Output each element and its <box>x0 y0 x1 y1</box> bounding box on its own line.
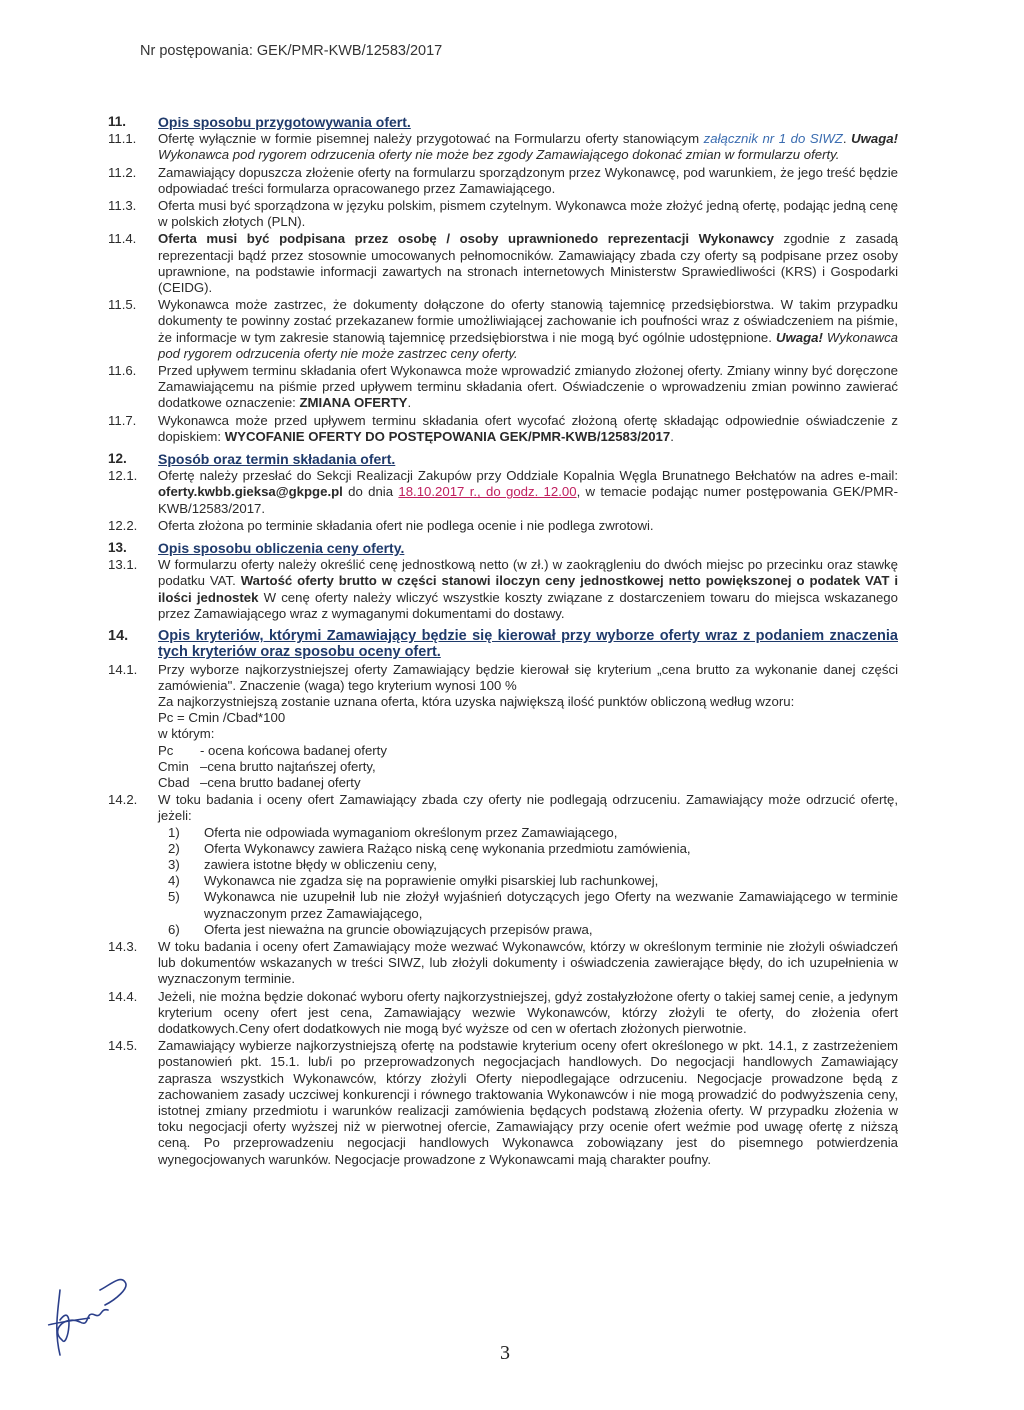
section-number: 14. <box>108 628 129 645</box>
paragraph-11-1 <box>108 131 898 163</box>
paragraph-number: 14.5. <box>108 1038 138 1054</box>
paragraph-number: 14.1. <box>108 661 138 677</box>
page-number: 3 <box>500 1342 510 1364</box>
text-run: W formularzu oferty należy określić cenę jednostkową netto (w zł.) w zaokrągleniu do dwóch miejsc po przecinku oraz stawkę podatku VAT. <box>158 557 898 589</box>
section-14-heading <box>108 628 898 660</box>
paragraph-13-1 <box>108 557 898 622</box>
paragraph-text: Oferta musi być sporządzona w języku polskim, pismem czytelnym. Wykonawca może złożyć jedną ofertę, podając jedną cenę w polskich złotych (PLN). <box>158 198 898 230</box>
formula-where-label: w którym: <box>158 726 215 742</box>
symbol: Pc <box>158 742 174 758</box>
symbol-meaning: - ocena końcowa badanej oferty <box>200 742 387 758</box>
warning-text: Wykonawca pod rygorem odrzucenia oferty nie może zastrzec ceny oferty. <box>158 329 898 361</box>
paragraph-text: Jeżeli, nie można będzie dokonać wyboru oferty najkorzystniejszej, gdyż zostałyzłożone oferty o takiej samej cenie, a jedynym kryterium oceny ofert jest cena, Zamawiający wezwie Wykonawców, którzy złożyli te oferty, do złożenia ofert dodatkowych.Ceny ofert dodatkowych nie mogą być wyższe od cen w ofertach złożonych pierwotnie. <box>158 988 898 1036</box>
section-number: 11. <box>108 114 127 129</box>
paragraph-number: 14.4. <box>108 988 138 1004</box>
paragraph-number: 11.3. <box>108 198 137 214</box>
paragraph-number: 14.2. <box>108 792 138 808</box>
paragraph-text <box>158 131 898 163</box>
bold-run: ZMIANA OFERTY <box>299 395 408 411</box>
paragraph-text <box>158 413 898 445</box>
paragraph-14-2 <box>108 792 898 938</box>
text-run: . <box>407 395 412 411</box>
list-item <box>158 841 898 857</box>
symbol: Cbad <box>158 774 190 790</box>
paragraph-14-3 <box>108 939 898 988</box>
paragraph-12-1 <box>108 468 898 517</box>
warning-label: Uwaga! <box>775 329 823 345</box>
list-text: Wykonawca nie uzupełnił lub nie złożył wyjaśnień dotyczących jego Oferty na wezwanie Zamawiającego w terminie wyznaczonym przez Zamawiającego, <box>204 889 898 921</box>
paragraph-text: W toku badania i oceny ofert Zamawiający może wezwać Wykonawców, którzy w określonym terminie nie złożyli oświadczeń lub dokumentów wskazanych w treści SIWZ, lub złożyli dokumenty i oświadczenia zawierające błędy, do ich uzupełnienia w wyznaczonym terminie. <box>158 938 898 987</box>
handwritten-signature <box>30 1270 140 1370</box>
paragraph-number: 12.1. <box>108 468 138 484</box>
paragraph-text <box>158 231 898 296</box>
paragraph-11-6 <box>108 363 898 412</box>
text-run: Ofertę należy przesłać do Sekcji Realizacji Zakupów przy Oddziale Kopalnia Węgla Brunatnego Bełchatów na adres e-mail: <box>158 468 898 484</box>
scoring-formula: Pc = Cmin /Cbad*100 <box>158 710 286 726</box>
list-text: Wykonawca nie zgadza się na poprawienie omyłki pisarskiej lub rachunkowej, <box>204 873 659 889</box>
criterion-intro: Przy wyborze najkorzystniejszej oferty Zamawiający będzie kierował się kryterium „cena brutto za wykonanie danej części zamówienia". Znaczenie (waga) tego kryterium wynosi 100 % <box>158 661 898 693</box>
list-item <box>158 889 898 921</box>
list-item <box>158 873 898 889</box>
attachment-reference: załącznik nr 1 do SIWZ <box>703 131 843 147</box>
symbol-meaning: –cena brutto najtańszej oferty, <box>200 758 376 774</box>
deadline-date: 18.10.2017 r., do godz. 12.00 <box>398 484 577 500</box>
rejection-reasons-list <box>158 825 898 938</box>
paragraph-11-4 <box>108 231 898 296</box>
bold-run: Wartość oferty brutto w części stanowi iloczyn ceny jednostkowej netto powiększonej o podatek VAT i ilości jednostek <box>158 573 898 605</box>
section-number: 13. <box>108 540 127 556</box>
paragraph-number: 11.2. <box>108 164 137 180</box>
list-item <box>158 825 898 841</box>
paragraph-number: 12.2. <box>108 517 138 533</box>
email-address: oferty.kwbb.gieksa@gkpge.pl <box>158 484 343 500</box>
list-number: 6) <box>168 921 180 937</box>
paragraph-number: 11.5. <box>108 297 137 313</box>
list-number: 2) <box>168 840 180 856</box>
paragraph-12-2 <box>108 518 898 534</box>
paragraph-11-5 <box>108 297 898 362</box>
formula-definition <box>158 743 898 759</box>
paragraph-number: 11.4. <box>108 231 137 247</box>
list-number: 1) <box>168 824 180 840</box>
section-title: Opis sposobu obliczenia ceny oferty. <box>158 540 405 557</box>
paragraph-number: 14.3. <box>108 938 138 954</box>
section-title: Sposób oraz termin składania ofert. <box>158 451 396 468</box>
bold-run: WYCOFANIE OFERTY DO POSTĘPOWANIA GEK/PMR-KWB/12583/2017 <box>224 428 671 444</box>
paragraph-text: Zamawiający dopuszcza złożenie oferty na formularzu sporządzonym przez Wykonawcę, pod warunkiem, że jego treść będzie odpowiadać treści formularza opracowanego przez Zamawiającego. <box>158 164 898 196</box>
section-13-heading <box>108 540 898 556</box>
paragraph-text: Oferta złożona po terminie składania ofert nie podlega ocenie i nie podlega zwrotowi. <box>158 517 654 533</box>
section-title: Opis kryteriów, którymi Zamawiający będzie się kierował przy wyborze oferty wraz z podaniem znaczenia tych kryteriów oraz sposobu oceny ofert. <box>158 628 898 661</box>
list-item <box>158 857 898 873</box>
section-title: Opis sposobu przygotowywania ofert. <box>158 114 411 130</box>
document-number-header: Nr postępowania: GEK/PMR-KWB/12583/2017 <box>140 43 443 59</box>
text-run: Wykonawca może przed upływem terminu składania ofert wycofać złożoną ofertę składając odpowiednie oświadczenie z dopiskiem: <box>158 412 898 444</box>
warning-text: Wykonawca pod rygorem odrzucenia oferty nie może bez zgody Zamawiającego dokonać zmian w formularzu oferty. <box>158 147 840 163</box>
paragraph-text <box>158 468 898 517</box>
paragraph-14-5 <box>108 1038 898 1168</box>
text-run: do dnia <box>342 484 399 500</box>
symbol: Cmin <box>158 758 189 774</box>
text-run: W cenę oferty należy wliczyć wszystkie koszty związane z dostarczeniem towaru do miejsca wskazanego przez Zamawiającego wraz z wymaganymi dokumentami do dostawy. <box>158 589 898 621</box>
paragraph-11-7 <box>108 413 898 445</box>
section-11-heading <box>108 114 898 130</box>
paragraph-text <box>158 557 898 622</box>
paragraph-number: 11.6. <box>108 363 137 379</box>
list-text: zawiera istotne błędy w obliczeniu ceny, <box>204 856 437 872</box>
paragraph-text <box>158 297 898 362</box>
scoring-rule: Za najkorzystniejszą zostanie uznana oferta, która uzyska największą ilość punktów obliczoną według wzoru: <box>158 693 795 709</box>
list-text: Oferta Wykonawcy zawiera Rażąco niską cenę wykonania przedmiotu zamówienia, <box>204 840 691 856</box>
list-number: 4) <box>168 873 180 889</box>
list-text: Oferta nie odpowiada wymaganiom określonym przez Zamawiającego, <box>204 824 618 840</box>
paragraph-14-1 <box>108 662 898 792</box>
text-run: Wykonawca może zastrzec, że dokumenty dołączone do oferty stanowią tajemnicę przedsiębiorstwa. W takim przypadku dokumenty te powinny zostać przekazanew formie umożliwiającej zachowanie ich poufności wraz z oświadczeniem na piśmie, że informacje w tym zakresie stanowią tajemnicę przedsiębiorstwa i nie mogą być ogólnie udostępnione. <box>158 297 898 345</box>
list-item <box>158 922 898 938</box>
section-12-heading <box>108 451 898 467</box>
paragraph-14-4 <box>108 989 898 1038</box>
text-run: . <box>670 428 674 444</box>
paragraph-number: 11.7. <box>108 412 137 428</box>
paragraph-number: 11.1. <box>108 131 137 147</box>
rejection-intro: W toku badania i oceny ofert Zamawiający zbada czy oferty nie podlegają odrzuceniu. Zamawiający może odrzucić ofertę, jeżeli: <box>158 792 898 824</box>
paragraph-11-2 <box>108 165 898 197</box>
list-text: Oferta jest nieważna na gruncie obowiązujących przepisów prawa, <box>204 921 593 937</box>
paragraph-body <box>158 662 898 792</box>
paragraph-text <box>158 363 898 412</box>
text-run: zgodnie z zasadą reprezentacji bądź przez stosownie umocowanych pełnomocników. Zamawiający zbada czy oferty są podpisane przez osoby uprawnione, na podstawie informacji zawartych na stronach internetowych Ministerstw Sprawiedliwości (KRS) i Gospodarki (CEIDG). <box>158 231 898 296</box>
document-body <box>108 112 898 1168</box>
bold-run: Oferta musi być podpisana przez osobę / osoby uprawnionedo reprezentacji Wykonawcy <box>158 231 774 247</box>
list-number: 3) <box>168 856 180 872</box>
list-number: 5) <box>168 889 180 905</box>
text-run: , w temacie podając numer postępowania GEK/PMR-KWB/12583/2017. <box>158 484 898 516</box>
text-run: Przed upływem terminu składania ofert Wykonawca może wprowadzić zmianydo złożonej oferty. Zmiany winny być doręczone Zamawiającemu na piśmie przed upływem terminu składania ofert. Oświadczenie o wprowadzeniu zmian powinno zawierać dodatkowe oznaczenie: <box>158 363 898 411</box>
formula-definition <box>158 775 898 791</box>
paragraph-11-3 <box>108 198 898 230</box>
paragraph-text: Zamawiający wybierze najkorzystniejszą ofertę na podstawie kryterium oceny ofert określonego w pkt. 14.1, z zastrzeżeniem postanowień pkt. 15.1. lub/i po przeprowadzonych negocjacjach handlowych. Do negocjacji handlowych Zamawiający zaprasza wszystkich Wykonawców, którzy złożyli Oferty niepodlegające odrzuceniu. Negocjacje prowadzone będą z zachowaniem zasady uczciwej konkurencji i równego traktowania Wykonawców i nie mogą prowadzić do podwyższenia ceny, istotnej zmiany przedmiotu i warunków realizacji zamówienia będących podstawą złożenia oferty. W przypadku złożenia w toku negocjacji oferty wyższej niż w pierwotnej ofercie, Zamawiający przy ocenie ofert weźmie pod uwagę ofertę z niższą ceną. Po przeprowadzeniu negocjacji handlowych Wykonawca zobowiązany jest do pisemnego potwierdzenia wynegocjowanych warunków. Negocjacje prowadzone z Wykonawcami mają charakter poufny. <box>158 1038 898 1167</box>
symbol-meaning: –cena brutto badanej oferty <box>200 774 361 790</box>
paragraph-body <box>158 792 898 938</box>
formula-definition <box>158 759 898 775</box>
warning-label: Uwaga! <box>851 131 898 147</box>
text-run: Ofertę wyłącznie w formie pisemnej należy przygotować na Formularzu oferty stanowiącym <box>158 131 704 147</box>
section-number: 12. <box>108 451 127 467</box>
paragraph-number: 13.1. <box>108 557 138 573</box>
text-run: . <box>842 131 852 147</box>
